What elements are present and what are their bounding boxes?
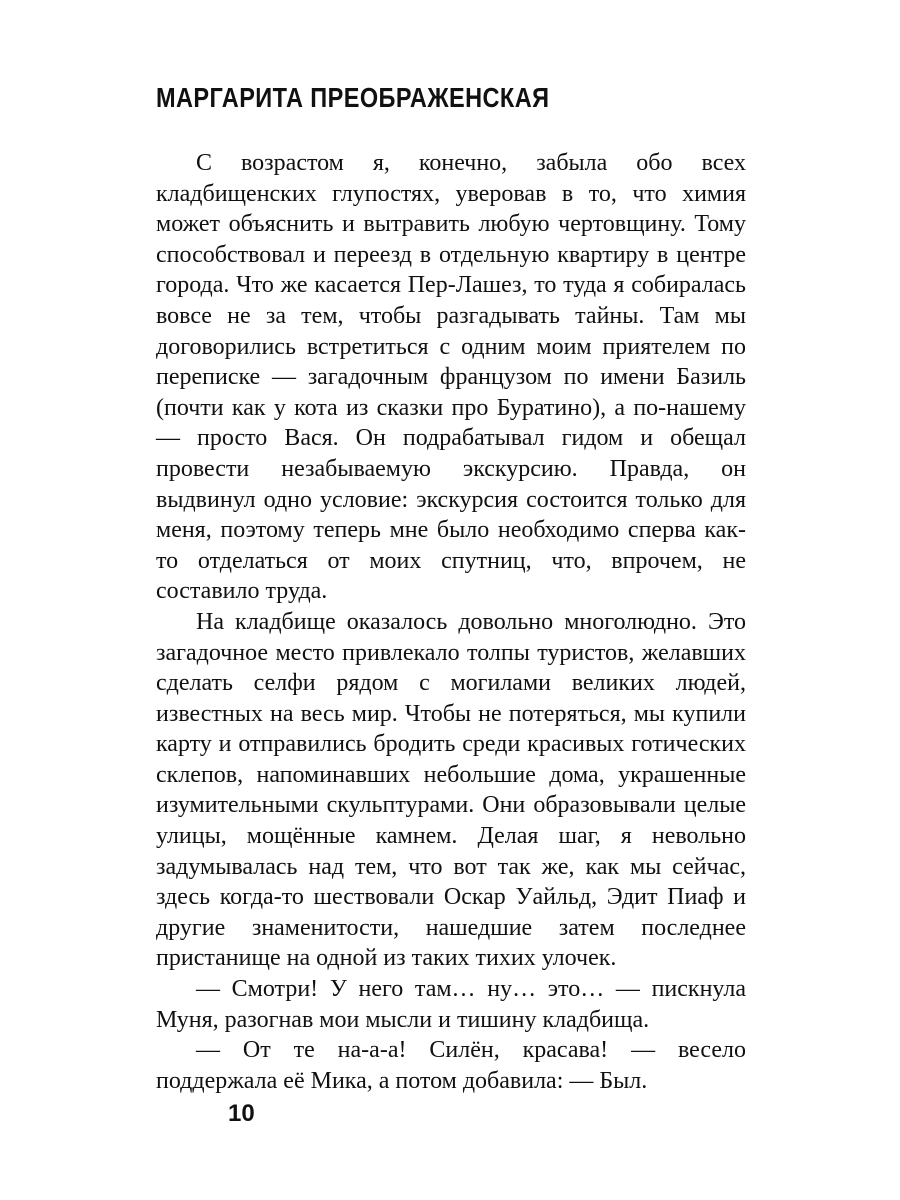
body-text xyxy=(156,148,746,1096)
paragraph: — Смотри! У него там… ну… это… — пискнула Муня, разогнав мои мысли и тишину кладбища. xyxy=(156,976,746,1033)
page-number: 10 xyxy=(228,1100,255,1127)
author-header: МАРГАРИТА ПРЕОБРАЖЕНСКАЯ xyxy=(156,82,550,113)
paragraph: На кладбище оказалось довольно многолюдно. Это загадочное место привлекало толпы туристов, желавших сделать селфи рядом с могилами великих людей, известных на весь мир. Чтобы не потеряться, мы купили карту и отправились бродить среди красивых готических склепов, напоминавших небольшие дома, украшенные изумительными скульптурами. Они образовывали целые улицы, мощённые камнем. Делая шаг, я невольно задумывалась над тем, что вот так же, как мы сейчас, здесь когда-то шествовали Оскар Уайльд, Эдит Пиаф и другие знаменитости, нашедшие затем последнее пристанище на одной из таких тихих улочек. xyxy=(156,608,746,972)
text-block xyxy=(156,82,746,1096)
paragraph: С возрастом я, конечно, забыла обо всех кладбищенских глупостях, уверовав в то, что химия может объяснить и вытравить любую чертовщину. Тому способствовал и переезд в отдельную квартиру в центре города. Что же касается Пер-Лашез, то туда я собиралась вовсе не за тем, чтобы разгадывать тайны. Там мы договорились встретиться с одним моим приятелем по переписке — загадочным французом по имени Базиль (почти как у кота из сказки про Буратино), а по-нашему — просто Вася. Он подрабатывал гидом и обещал провести незабываемую экскурсию. Правда, он выдвинул одно условие: экскурсия состоится только для меня, поэтому теперь мне было необходимо сперва как-то отделаться от моих спутниц, что, впрочем, не составило труда. xyxy=(156,150,746,605)
paragraph: — От те на-а-а! Силён, красава! — весело поддержала её Мика, а потом добавила: — Был. xyxy=(156,1037,746,1094)
